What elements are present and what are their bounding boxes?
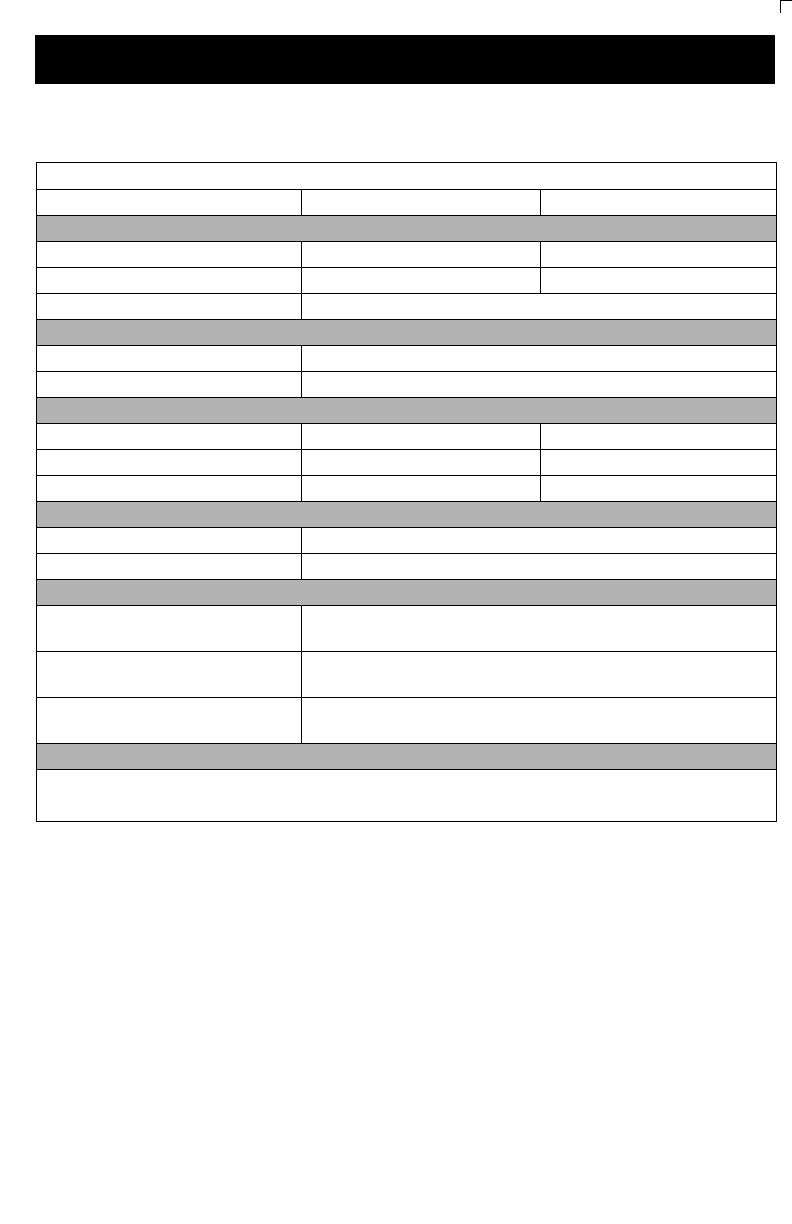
section-1-row-3 xyxy=(37,294,777,320)
section-5-cell-3a[interactable] xyxy=(37,698,302,744)
section-1-row-1 xyxy=(37,242,777,268)
section-5-header xyxy=(37,580,777,606)
section-6-heading xyxy=(37,744,777,770)
section-5-row-3 xyxy=(37,698,777,744)
section-3-row-3 xyxy=(37,476,777,502)
form-cell-1b[interactable] xyxy=(302,190,541,216)
section-3-row-2 xyxy=(37,450,777,476)
section-4-cell-2b[interactable] xyxy=(302,554,777,580)
section-3-cell-2b[interactable] xyxy=(302,450,541,476)
section-1-header xyxy=(37,216,777,242)
section-1-heading xyxy=(37,216,777,242)
form-header-row xyxy=(37,163,777,190)
section-2-cell-2a[interactable] xyxy=(37,372,302,398)
section-1-cell-1c[interactable] xyxy=(541,242,777,268)
section-1-cell-3b[interactable] xyxy=(302,294,777,320)
form-header-cell[interactable] xyxy=(37,163,777,190)
section-4-heading xyxy=(37,502,777,528)
section-1-cell-2a[interactable] xyxy=(37,268,302,294)
section-1-cell-1a[interactable] xyxy=(37,242,302,268)
section-3-cell-1b[interactable] xyxy=(302,424,541,450)
section-5-cell-1b[interactable] xyxy=(302,606,777,652)
section-1-row-2 xyxy=(37,268,777,294)
section-2-header xyxy=(37,320,777,346)
section-4-header xyxy=(37,502,777,528)
section-3-cell-2a[interactable] xyxy=(37,450,302,476)
form-row-1 xyxy=(37,190,777,216)
section-3-heading xyxy=(37,398,777,424)
form-cell-1a[interactable] xyxy=(37,190,302,216)
notes-cell[interactable] xyxy=(37,770,777,822)
section-5-cell-3b[interactable] xyxy=(302,698,777,744)
section-6-row-1 xyxy=(37,770,777,822)
section-5-cell-2a[interactable] xyxy=(37,652,302,698)
form-table xyxy=(36,162,777,822)
section-1-cell-2c[interactable] xyxy=(541,268,777,294)
section-4-cell-2a[interactable] xyxy=(37,554,302,580)
page-title-bar xyxy=(35,35,775,84)
section-6-header xyxy=(37,744,777,770)
section-5-cell-1a[interactable] xyxy=(37,606,302,652)
section-1-cell-2b[interactable] xyxy=(302,268,541,294)
section-3-row-1 xyxy=(37,424,777,450)
section-3-cell-1c[interactable] xyxy=(541,424,777,450)
section-3-cell-3a[interactable] xyxy=(37,476,302,502)
section-1-cell-3a[interactable] xyxy=(37,294,302,320)
section-5-row-1 xyxy=(37,606,777,652)
section-2-row-2 xyxy=(37,372,777,398)
section-2-cell-1b[interactable] xyxy=(302,346,777,372)
section-3-header xyxy=(37,398,777,424)
section-2-cell-2b[interactable] xyxy=(302,372,777,398)
section-4-cell-1a[interactable] xyxy=(37,528,302,554)
section-3-cell-3c[interactable] xyxy=(541,476,777,502)
section-5-row-2 xyxy=(37,652,777,698)
section-2-row-1 xyxy=(37,346,777,372)
crop-mark-horizontal xyxy=(781,0,792,1)
section-4-row-1 xyxy=(37,528,777,554)
section-1-cell-1b[interactable] xyxy=(302,242,541,268)
crop-mark-vertical xyxy=(780,0,781,13)
form-cell-1c[interactable] xyxy=(541,190,777,216)
section-3-cell-2c[interactable] xyxy=(541,450,777,476)
section-2-cell-1a[interactable] xyxy=(37,346,302,372)
section-2-heading xyxy=(37,320,777,346)
section-5-heading xyxy=(37,580,777,606)
section-5-cell-2b[interactable] xyxy=(302,652,777,698)
section-4-cell-1b[interactable] xyxy=(302,528,777,554)
section-3-cell-3b[interactable] xyxy=(302,476,541,502)
section-3-cell-1a[interactable] xyxy=(37,424,302,450)
section-4-row-2 xyxy=(37,554,777,580)
